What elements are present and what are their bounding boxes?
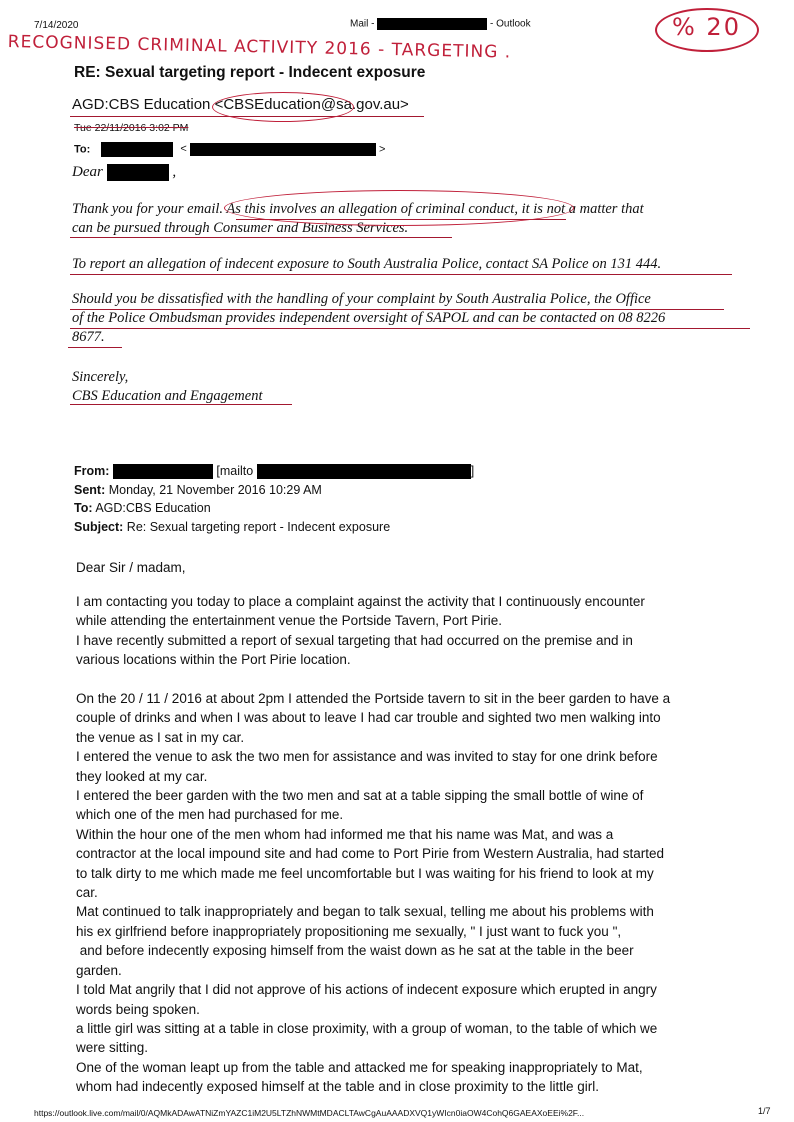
- print-date: 7/14/2020: [34, 20, 79, 31]
- subject-value: Re: Sexual targeting report - Indecent exposure: [126, 519, 391, 534]
- to-row: [74, 499, 474, 518]
- signature: CBS Education and Engagement: [72, 388, 263, 404]
- body-line: whom had indecently exposed himself at the table and in close proximity to the little girl.: [76, 1079, 600, 1095]
- body-line: various locations within the Port Pirie location.: [76, 652, 351, 668]
- body-line: garden.: [76, 962, 122, 978]
- para1-line-2: can be pursued through Consumer and Business Services.: [72, 220, 409, 236]
- body-line: Mat continued to talk inappropriately and began to talk sexual, telling me about his problems with: [76, 904, 654, 920]
- body-line: car.: [76, 885, 98, 901]
- sent-row: [74, 481, 474, 500]
- redacted-block: [377, 18, 487, 30]
- body-line: couple of drinks and when I was about to leave I had car trouble and sighted two men walking into: [76, 710, 661, 726]
- body-line: I have recently submitted a report of sexual targeting that had occurred on the premise and in: [76, 632, 633, 648]
- redacted-block: [113, 464, 213, 479]
- reply-to: [74, 142, 385, 157]
- subject-label: Subject:: [74, 519, 124, 534]
- body-line: On the 20 / 11 / 2016 at about 2pm I attended the Portside tavern to sit in the beer garden to have a: [76, 691, 671, 707]
- reply-sign-off: [72, 368, 262, 406]
- body-line: I entered the venue to ask the two men for assistance and was invited to stay for one drink before: [76, 749, 658, 765]
- body-line: I entered the beer garden with the two men and sat at a table sipping the small bottle of wine of: [76, 788, 644, 804]
- print-footer-page: 1/7: [758, 1106, 771, 1116]
- redacted-block: [107, 164, 169, 181]
- body-line: while attending the entertainment venue the Portside Tavern, Port Pirie.: [76, 613, 503, 629]
- reply-date: Tue 22/11/2016 3:02 PM: [74, 122, 189, 134]
- handwritten-note: RECOGNISED CRIMINAL ACTIVITY 2016 - TARGETING .: [7, 32, 512, 63]
- signature-underline: [70, 404, 292, 405]
- body-line: I am contacting you today to place a complaint against the activity that I continuously encounter: [76, 594, 645, 609]
- redacted-block: [190, 143, 376, 156]
- sent-value: Monday, 21 November 2016 10:29 AM: [108, 482, 322, 497]
- body-line: the venue as I sat in my car.: [76, 729, 245, 745]
- reply-paragraph-2: To report an allegation of indecent exposure to South Australia Police, contact SA Police on 131 444.: [72, 256, 662, 272]
- para1-underline-2: [70, 237, 452, 238]
- reply-greeting: [72, 164, 176, 181]
- print-title: [350, 18, 531, 30]
- para3-line-3: 8677.: [72, 329, 105, 345]
- to-gt: >: [378, 143, 386, 156]
- body-line: and before indecently exposing himself from the waist down as he sat at the table in the beer: [76, 943, 634, 959]
- subject-row: [74, 518, 474, 537]
- redacted-block: [101, 142, 173, 157]
- para3-underline-2: [70, 328, 750, 329]
- redacted-block: [257, 464, 471, 479]
- body-line: Within the hour one of the men whom had informed me that his name was Mat, and was a: [76, 826, 614, 842]
- sender-name: AGD:CBS Education: [72, 96, 211, 113]
- body-line: One of the woman leapt up from the table and attacked me for speaking inappropriately to Mat,: [76, 1059, 643, 1075]
- para3-underline-3: [68, 347, 122, 348]
- body-line: contractor at the local impound site and had come to Port Pirie from Western Australia, had started: [76, 846, 665, 862]
- from-label: From:: [74, 464, 110, 478]
- para3-underline-1: [70, 309, 724, 310]
- circled-reference-text: % 20: [672, 13, 741, 41]
- to-value: AGD:CBS Education: [95, 501, 211, 515]
- to-lt: <: [180, 143, 187, 156]
- reply-paragraph-3: [72, 290, 665, 347]
- print-title-suffix: - Outlook: [490, 18, 531, 30]
- body-line: they looked at my car.: [76, 768, 208, 784]
- body-line: which one of the men had purchased for me.: [76, 807, 344, 823]
- body-line: a little girl was sitting at a table in close proximity, with a group of woman, to the table of which we: [76, 1020, 658, 1036]
- para2-underline: [70, 274, 732, 275]
- original-greeting: Dear Sir / madam,: [76, 560, 186, 575]
- paragraph-spacer: [76, 670, 776, 689]
- para1-line-1: Thank you for your email. As this involves an allegation of criminal conduct, it is not a matter that: [72, 201, 644, 217]
- to-label: To:: [74, 143, 91, 156]
- body-line: his ex girlfriend before inappropriately propositioning me sexually, " I just want to fuck you ",: [76, 923, 622, 939]
- mailto-open: [mailto: [216, 464, 254, 478]
- body-line: words being spoken.: [76, 1001, 200, 1017]
- to-label: To:: [74, 501, 93, 515]
- original-body: [76, 592, 776, 1097]
- greeting-start: Dear: [72, 164, 103, 180]
- para3-line-1: Should you be dissatisfied with the handling of your complaint by South Australia Police, the Office: [72, 291, 651, 307]
- sender-email[interactable]: <CBSEducation@sa.gov.au>: [214, 96, 409, 113]
- mailto-close: ]: [470, 464, 475, 478]
- para3-line-2: of the Police Ombudsman provides independent oversight of SAPOL and can be contacted on 08 8226: [72, 310, 666, 326]
- body-line: were sitting.: [76, 1040, 149, 1056]
- print-footer-url: https://outlook.live.com/mail/0/AQMkADAwATNiZmYAZC1iM2U5LTZhNWMtMDACLTAwCgAuAAADXVQ1yWIcn0iaOW4CohQ6GAEAXoEEi%2F...: [34, 1108, 585, 1118]
- sign-off: Sincerely,: [72, 369, 129, 385]
- reply-subject: RE: Sexual targeting report - Indecent exposure: [74, 64, 426, 81]
- print-title-prefix: Mail -: [350, 18, 375, 30]
- body-line: I told Mat angrily that I did not approve of his actions of indecent exposure which erupted in angry: [76, 982, 657, 998]
- sent-label: Sent:: [74, 482, 106, 497]
- body-line: to talk dirty to me which made me feel uncomfortable but I was waiting for his friend to look at my: [76, 865, 654, 881]
- from-row: [74, 462, 474, 481]
- greeting-end: ,: [172, 164, 177, 180]
- original-header: [74, 462, 474, 536]
- sender-email-circle: [212, 92, 354, 122]
- criminal-conduct-circle: [224, 190, 574, 226]
